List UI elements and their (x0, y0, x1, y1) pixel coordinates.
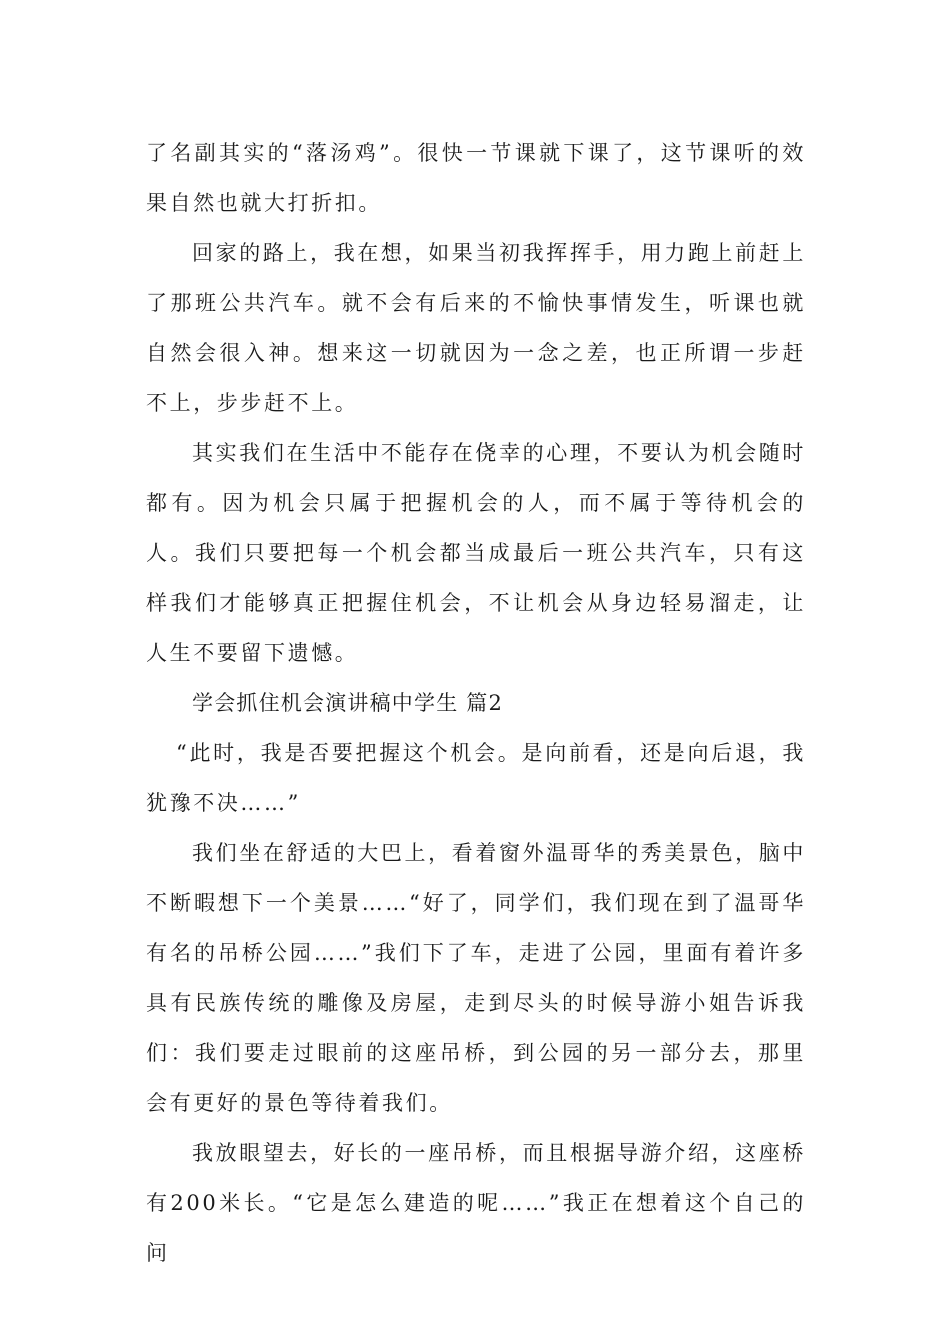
paragraph: 回家的路上，我在想，如果当初我挥挥手，用力跑上前赶上了那班公共汽车。就不会有后来的不愉快事情发生，听课也就自然会很入神。想来这一切就因为一念之差，也正所谓一步赶不上，步步赶不上。 (146, 241, 806, 415)
paragraph: 我们坐在舒适的大巴上，看着窗外温哥华的秀美景色，脑中不断暇想下一个美景……“好了，同学们，我们现在到了温哥华有名的吊桥公园……”我们下了车，走进了公园，里面有着许多具有民族传统的雕像及房屋，走到尽头的时候导游小姐告诉我们：我们要走过眼前的这座吊桥，到公园的另一部分去，那里会有更好的景色等待着我们。 (146, 841, 806, 1115)
paragraph: 其实我们在生活中不能存在侥幸的心理，不要认为机会随时都有。因为机会只属于把握机会的人，而不属于等待机会的人。我们只要把每一个机会都当成最后一班公共汽车，只有这样我们才能够真正把握住机会，不让机会从身边轻易溜走，让人生不要留下遗憾。 (146, 441, 806, 665)
section-heading: 学会抓住机会演讲稿中学生 篇2 (192, 691, 504, 715)
document-body (146, 128, 806, 1278)
paragraph: 我放眼望去，好长的一座吊桥，而且根据导游介绍，这座桥有200米长。“它是怎么建造的呢……”我正在想着这个自己的问 (146, 1141, 806, 1265)
paragraph-quote: “此时，我是否要把握这个机会。是向前看，还是向后退，我犹豫不决……” (146, 741, 806, 815)
paragraph-continuation: 了名副其实的“落汤鸡”。很快一节课就下课了，这节课听的效果自然也就大打折扣。 (146, 141, 806, 215)
